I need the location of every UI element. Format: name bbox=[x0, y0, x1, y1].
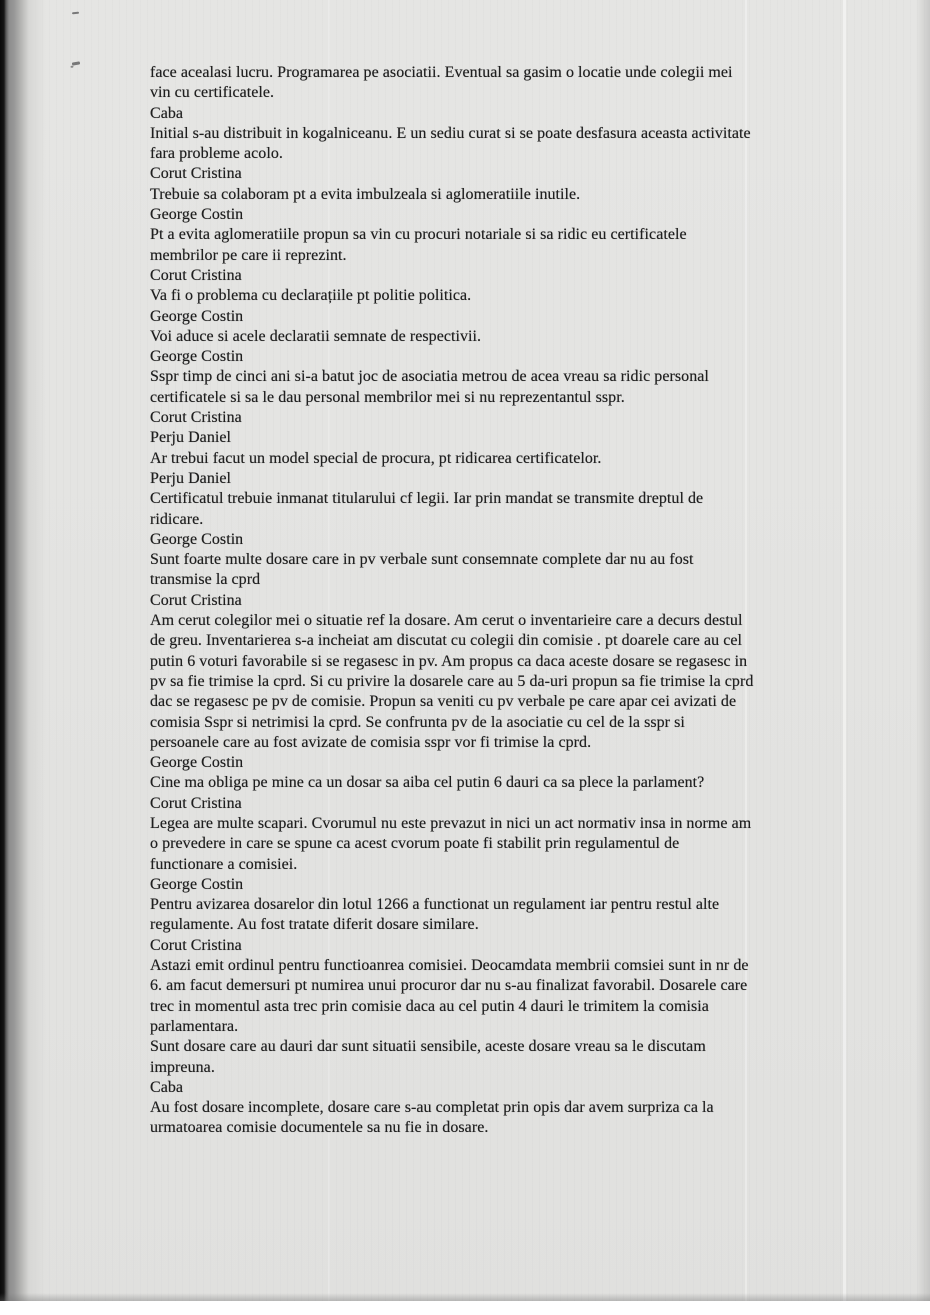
transcript-line: Voi aduce si acele declaratii semnate de respectivii. bbox=[150, 327, 482, 345]
scan-left-edge-shadow bbox=[0, 0, 46, 1301]
speaker-name-line: Corut Cristina bbox=[150, 794, 242, 812]
transcript-line: Certificatul trebuie inmanat titularului cf legii. Iar prin mandat se transmite dreptul de bbox=[150, 490, 704, 508]
speaker-name-line: George Costin bbox=[150, 348, 244, 366]
speaker-name-line: Perju Daniel bbox=[150, 429, 232, 447]
speaker-name-line: Corut Cristina bbox=[150, 591, 242, 609]
transcript-line: Legea are multe scapari. Cvorumul nu este prevazut in nici un act normativ insa in norme am bbox=[150, 814, 752, 832]
transcript-line: Trebuie sa colaboram pt a evita imbulzeala si aglomeratiile inutile. bbox=[150, 185, 581, 203]
paper-bottom-edge bbox=[0, 1293, 930, 1301]
speaker-name-line: Corut Cristina bbox=[150, 409, 242, 427]
speaker-name-line: Corut Cristina bbox=[150, 936, 242, 954]
transcript-line: Cine ma obliga pe mine ca un dosar sa aiba cel putin 6 dauri ca sa plece la parlament? bbox=[150, 774, 705, 792]
transcript-line: putin 6 voturi favorabile si se regasesc in pv. Am propus ca daca aceste dosare se regasesc in bbox=[150, 652, 748, 670]
transcript-line: impreuna. bbox=[150, 1058, 215, 1076]
transcript-line: 6. am facut demersuri pt numirea unui procuror dar nu s-au finalizat favorabil. Dosarele care bbox=[150, 977, 748, 995]
transcript-line: Au fost dosare incomplete, dosare care s-au completat prin opis dar avem surpriza ca la bbox=[150, 1099, 714, 1117]
speaker-name-line: George Costin bbox=[150, 754, 244, 772]
transcript-line: transmise la cprd bbox=[150, 571, 261, 589]
transcript-line: o prevedere in care se spune ca acest cvorum poate fi stabilit prin regulamentul de bbox=[150, 835, 680, 853]
transcript-line: certificatele si sa le dau personal membrilor mei si nu reprezentantul sspr. bbox=[150, 388, 625, 406]
transcript-line: Pentru avizarea dosarelor din lotul 1266 a functionat un regulament iar pentru restul alte bbox=[150, 896, 720, 914]
transcript-line: face acealasi lucru. Programarea pe asociatii. Eventual sa gasim o locatie unde colegii mei bbox=[150, 64, 733, 81]
scan-right-shade bbox=[916, 0, 930, 1301]
pen-mark bbox=[72, 12, 79, 15]
transcript-line: functionare a comisiei. bbox=[150, 855, 298, 873]
transcript-line: parlamentara. bbox=[150, 1017, 239, 1035]
transcript-line: Sunt dosare care au dauri dar sunt situatii sensibile, aceste dosare vreau sa le discutam bbox=[150, 1038, 706, 1056]
transcript-line: fara probleme acolo. bbox=[150, 145, 283, 163]
transcript-line: persoanele care au fost avizate de comisia sspr vor fi trimise la cprd. bbox=[150, 733, 592, 751]
transcript-line: Initial s-au distribuit in kogalniceanu. E un sediu curat si se poate desfasura aceasta activitate bbox=[150, 124, 751, 142]
speaker-name-line: Perju Daniel bbox=[150, 469, 232, 487]
transcript-line: ridicare. bbox=[150, 510, 204, 528]
speaker-name-line: George Costin bbox=[150, 530, 244, 548]
speaker-name-line: George Costin bbox=[150, 875, 244, 893]
transcript-line: de greu. Inventarierea s-a incheiat am discutat cu colegii din comisie . pt doarele care au cel bbox=[150, 632, 743, 650]
transcript-line: Ar trebui facut un model special de procura, pt ridicarea certificatelor. bbox=[150, 449, 602, 467]
pen-mark bbox=[72, 61, 80, 65]
transcript-line: Sspr timp de cinci ani si-a batut joc de asociatia metrou de acea vreau sa ridic personal bbox=[150, 368, 709, 386]
transcript-line: vin cu certificatele. bbox=[150, 84, 275, 102]
document-text bbox=[150, 63, 860, 1139]
speaker-name-line: Corut Cristina bbox=[150, 165, 242, 183]
transcript-line: Pt a evita aglomeratiile propun sa vin cu procuri notariale si sa ridic eu certificatele bbox=[150, 226, 687, 244]
transcript-line: urmatoarea comisie documentele sa nu fie in dosare. bbox=[150, 1119, 489, 1137]
speaker-name-line: Corut Cristina bbox=[150, 266, 242, 284]
speaker-name-line: George Costin bbox=[150, 307, 244, 325]
transcript-line: pv sa fie trimise la cprd. Si cu privire la dosarele care au 5 da-uri propun sa fie trimise la cprd bbox=[150, 672, 754, 690]
transcript-line: membrilor pe care ii reprezint. bbox=[150, 246, 347, 264]
transcript-line: trec in momentul asta trec prin comisie daca au cel putin 4 dauri le trimitem la comisia bbox=[150, 997, 709, 1015]
scanner-background bbox=[0, 1301, 930, 1315]
transcript-line: dac se regasesc pe pv de comisie. Propun sa veniti cu pv verbale pe care apar cei avizati de bbox=[150, 693, 737, 711]
speaker-name-line: Caba bbox=[150, 1078, 184, 1096]
speaker-name-line: George Costin bbox=[150, 206, 244, 224]
transcript-line: Am cerut colegilor mei o situatie ref la dosare. Am cerut o inventarieire care a decurs destul bbox=[150, 612, 743, 630]
transcript-line: regulamente. Au fost tratate diferit dosare similare. bbox=[150, 916, 479, 934]
transcript-line: Sunt foarte multe dosare care in pv verbale sunt consemnate complete dar nu au fost bbox=[150, 551, 694, 569]
transcript-line: Va fi o problema cu declarațiile pt politie politica. bbox=[150, 287, 472, 305]
transcript-line: comisia Sspr si netrimisi la cprd. Se confrunta pv de la asociatie cu cel de la sspr si bbox=[150, 713, 685, 731]
transcript-line: Astazi emit ordinul pentru functioanrea comisiei. Deocamdata membrii comsiei sunt in nr de bbox=[150, 957, 749, 975]
speaker-name-line: Caba bbox=[150, 104, 184, 122]
